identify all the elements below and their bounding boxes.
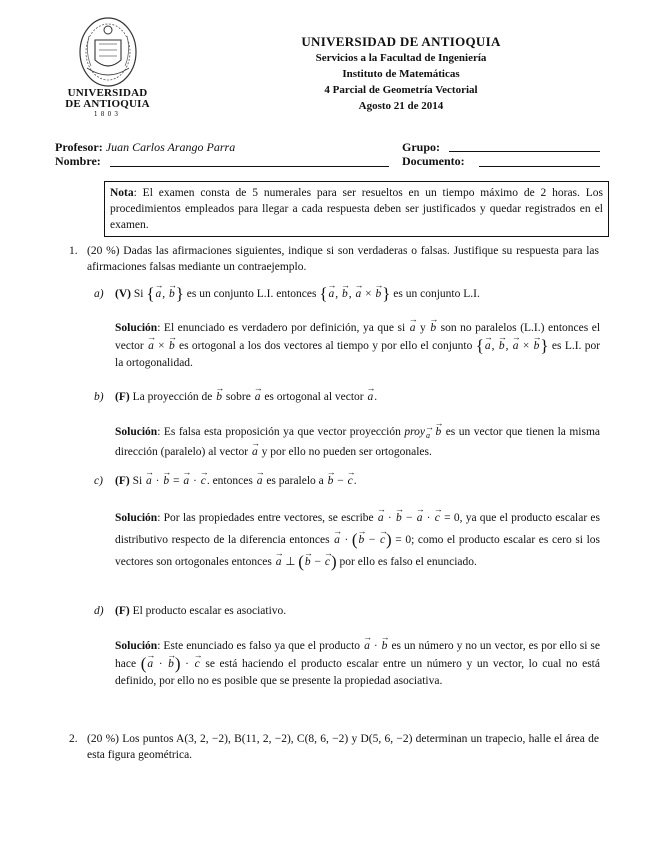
item-a-t1: Si	[133, 288, 144, 300]
item-b-t3: es ortogonal al vector	[264, 391, 364, 403]
item-c-solution: Solución: Por las propiedades entre vectores, se escribe → a · → b − → a · → c = 0, ya que el producto escalar es distributivo respecto de la diferencia entonces → a · (→ b − → c) = 0; como el producto escalar es cero si los vectores son ortogonales entonces → a ⊥ (→ b − → c) por ello es falso el enunciado.	[115, 508, 600, 573]
item-b-sol-t3: y por ello no pueden ser ortogonales.	[261, 446, 432, 459]
exam-title: 4 Parcial de Geometría Vectorial	[324, 84, 478, 96]
nombre-field[interactable]	[110, 166, 389, 167]
profesor-value: Juan Carlos Arango Parra	[105, 140, 236, 154]
item-d-sol-t1: : Este enunciado es falso ya que el producto	[157, 640, 361, 652]
item-a-solution: Solución: El enunciado es verdadero por definición, ya que si → a y → b son no paralelos (L.I.) entonces el vector → a × → b es ortogonal a los dos vectores al tiempo y por ello el conjunto {→ a, → b, → a × → b} es L.I. por la ortogonalidad.	[115, 320, 600, 372]
item-c-t2: entonces	[212, 475, 253, 487]
item-c-solution-label: Solución	[115, 512, 158, 524]
item-d-solution: Solución: Este enunciado es falso ya que el producto → a · → b es un número y no un vector, es por ello si se hace (→ a · → b) · → c se está haciendo el producto escalar entre un número y un vector, lo cual no está definido, por ello no es posible que se presente la propiedad asociativa.	[115, 638, 600, 690]
item-d-t1: El producto escalar es asociativo.	[132, 605, 287, 617]
item-c-t3: es paralelo a	[266, 475, 324, 487]
nombre-row	[55, 154, 101, 169]
exam-date: Agosto 21 de 2014	[358, 100, 444, 112]
item-c-sol-t2: , ya que el producto escalar es distributivo respecto de la diferencia entonces	[115, 512, 600, 546]
item-a-tag: (V)	[115, 288, 131, 300]
item-a-solution-label: Solución	[115, 322, 158, 334]
q2-text: (20 %) Los puntos A(3, 2, −2), B(11, 2, −2), C(8, 6, −2) y D(5, 6, −2) determinan un trapecio, halle el área de esta figura geométrica.	[87, 733, 599, 761]
item-d-sol-t3: se está haciendo el producto escalar entre un número y un vector, lo cual no está definido, por ello no es posible que se presente la propiedad asociativa.	[115, 658, 600, 687]
documento-row	[402, 154, 465, 169]
item-c-t1: Si	[132, 475, 143, 487]
grupo-row	[402, 140, 440, 155]
university-logo	[60, 12, 155, 124]
q2-number: 2.	[69, 733, 78, 745]
item-a-sol-t5: es L.I. por la ortogonalidad.	[115, 340, 601, 369]
item-b-t2: sobre	[225, 391, 251, 403]
documento-label: Documento:	[402, 154, 465, 168]
nota-text: : El examen consta de 5 numerales para ser resueltos en un tiempo máximo de 2 horas. Los procedimientos empleados para llegar a cada respuesta deben ser justificados y quedar registrados en el examen.	[110, 187, 603, 231]
exam-header	[276, 34, 526, 114]
logo-line-1: UNIVERSIDAD	[67, 87, 148, 99]
documento-field[interactable]	[479, 166, 600, 167]
university-name: UNIVERSIDAD DE ANTIOQUIA	[301, 34, 501, 49]
grupo-field[interactable]	[449, 151, 600, 152]
item-d-solution-label: Solución	[115, 640, 158, 652]
item-b-solution-label: Solución	[115, 426, 158, 438]
item-d-tag: (F)	[115, 605, 130, 617]
item-b-solution: Solución: Es falsa esta proposición ya que vector proyección proy→ $_a$ → b es un vector que tienen la misma dirección (paralelo) al vector → a y por ello no pueden ser ortogonales.	[115, 424, 600, 460]
item-d-statement	[115, 603, 600, 619]
item-b-t1: La proyección de	[132, 391, 213, 403]
nombre-label: Nombre:	[55, 154, 101, 168]
item-c-tag: (F)	[115, 475, 130, 487]
item-a-statement: (V) Si {→ a, → b} es un conjunto L.I. entonces {→ a, → b, → a × → b} es un conjunto L.I.	[115, 286, 600, 302]
university-seal-icon	[77, 12, 139, 88]
item-b-sol-t2: es un vector que tienen la misma dirección (paralelo) al vector	[115, 426, 601, 459]
institute-line: Instituto de Matemáticas	[342, 68, 460, 80]
logo-line-2: DE ANTIOQUIA	[65, 98, 150, 110]
logo-year: 1803	[93, 111, 122, 118]
item-c-sol-t1: : Por las propiedades entre vectores, se escribe	[157, 512, 374, 524]
nota-box	[104, 181, 609, 237]
item-b-letter: b)	[94, 391, 104, 403]
q1-text: (20 %) Dadas las afirmaciones siguientes, indique si son verdaderas o falsas. Justifique su respuesta para las afirmaciones falsas mediante un contraejemplo.	[87, 245, 599, 273]
item-a-letter: a)	[94, 288, 104, 300]
item-c-sol-t3: como el producto escalar es cero si los vectores son ortogonales entonces	[115, 534, 600, 568]
nota-label: Nota	[110, 187, 134, 199]
q1-number: 1.	[69, 245, 78, 257]
item-a-t3: es un conjunto L.I.	[393, 288, 480, 300]
item-a-sol-t4: es ortogonal a los dos vectores al tiempo y por ello el conjunto	[179, 340, 473, 352]
proy-symbol: proy	[404, 426, 425, 438]
item-a-t2: es un conjunto L.I. entonces	[186, 288, 317, 300]
item-c-letter: c)	[94, 475, 103, 487]
item-a-sol-t2: y	[420, 322, 426, 334]
grupo-label: Grupo:	[402, 140, 441, 154]
item-a-sol-t1: : El enunciado es verdadero por definición, ya que si	[157, 322, 406, 334]
item-b-tag: (F)	[115, 391, 130, 403]
item-d-sol-t2: es un número y no un vector, es por ello si se hace	[115, 640, 601, 670]
item-c-sol-t4: por ello es falso el enunciado.	[339, 556, 477, 568]
profesor-label: Profesor:	[55, 140, 103, 154]
item-b-statement: (F) La proyección de → b sobre → a es ortogonal al vector → a.	[115, 389, 600, 405]
item-c-statement: (F) Si → a · → b = → a · → c. entonces → a es paralelo a → b − → c.	[115, 473, 600, 489]
item-b-sol-t1: : Es falsa esta proposición ya que vector proyección	[157, 426, 401, 438]
item-d-letter: d)	[94, 605, 104, 617]
profesor-row	[55, 140, 235, 155]
item-a-sol-t3: son no paralelos (L.I.) entonces el vector	[115, 322, 601, 352]
faculty-line: Servicios a la Facultad de Ingeniería	[315, 52, 487, 64]
